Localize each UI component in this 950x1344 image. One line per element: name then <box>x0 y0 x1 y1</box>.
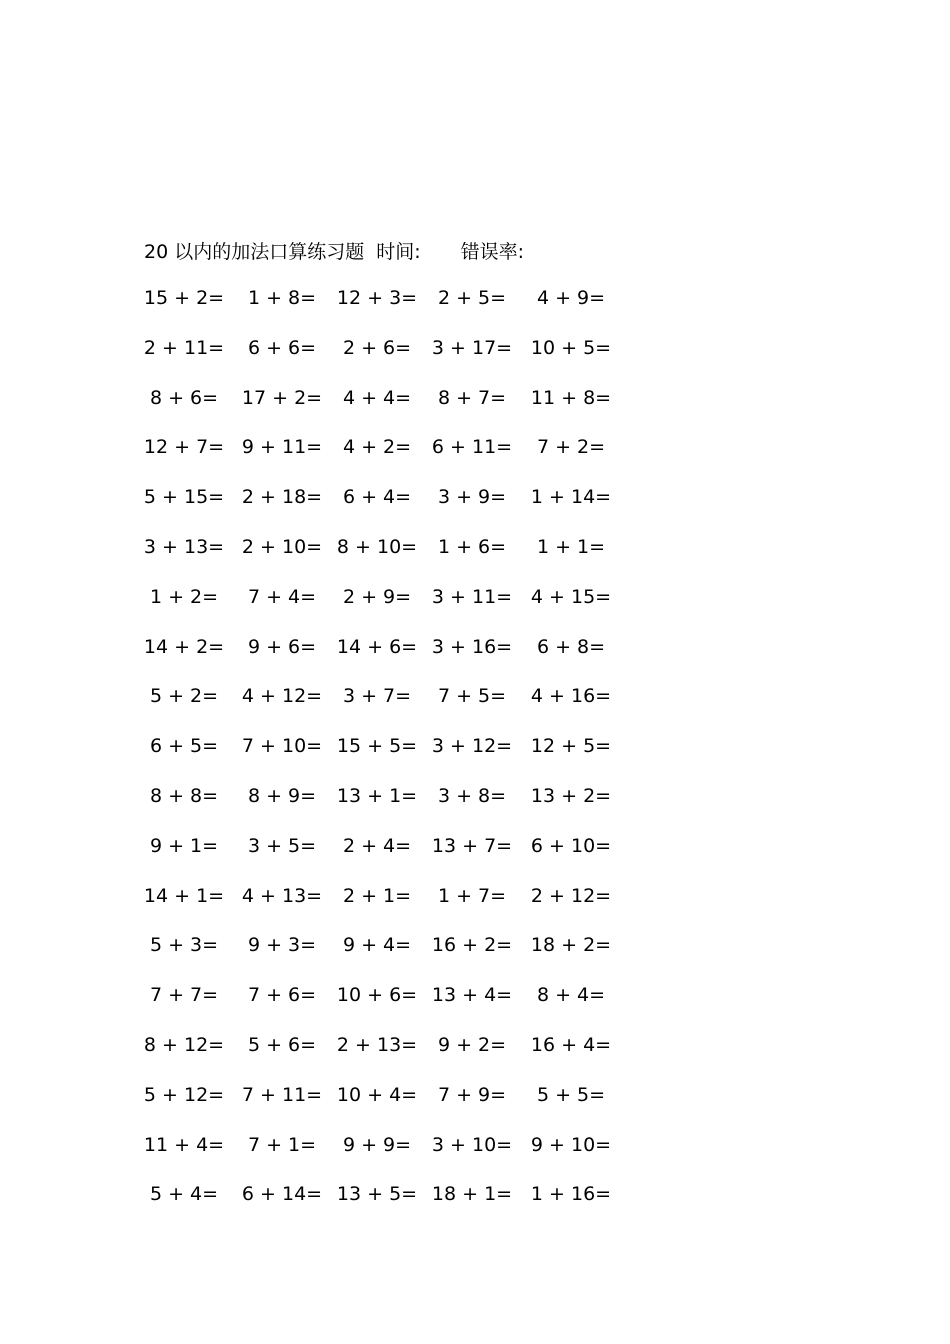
problem-item: 5 + 15= <box>143 486 225 508</box>
problem-item: 2 + 5= <box>437 287 507 309</box>
problem-item: 5 + 3= <box>149 934 219 956</box>
problem-item: 6 + 10= <box>530 835 612 857</box>
problem-item: 7 + 11= <box>241 1084 323 1106</box>
problem-item: 1 + 2= <box>149 586 219 608</box>
problem-item: 11 + 4= <box>143 1134 225 1156</box>
problem-row <box>0 283 950 313</box>
problem-item: 12 + 3= <box>336 287 418 309</box>
problem-item: 1 + 8= <box>247 287 317 309</box>
problem-item: 15 + 5= <box>336 735 418 757</box>
problem-row <box>0 482 950 512</box>
problem-row <box>0 632 950 662</box>
problem-item: 3 + 10= <box>431 1134 513 1156</box>
problem-item: 15 + 2= <box>143 287 225 309</box>
problem-item: 3 + 17= <box>431 337 513 359</box>
problem-item: 3 + 12= <box>431 735 513 757</box>
problem-item: 14 + 6= <box>336 636 418 658</box>
problem-item: 2 + 11= <box>143 337 225 359</box>
problem-item: 17 + 2= <box>241 387 323 409</box>
problem-item: 6 + 11= <box>431 436 513 458</box>
problem-item: 2 + 18= <box>241 486 323 508</box>
problem-row <box>0 1080 950 1110</box>
problem-item: 13 + 5= <box>336 1183 418 1205</box>
problem-item: 8 + 12= <box>143 1034 225 1056</box>
problem-row <box>0 681 950 711</box>
problem-item: 8 + 7= <box>437 387 507 409</box>
problem-item: 8 + 10= <box>336 536 418 558</box>
problem-item: 7 + 5= <box>437 685 507 707</box>
problem-item: 7 + 9= <box>437 1084 507 1106</box>
problem-item: 9 + 10= <box>530 1134 612 1156</box>
problem-item: 5 + 2= <box>149 685 219 707</box>
problem-item: 7 + 10= <box>241 735 323 757</box>
problem-item: 2 + 10= <box>241 536 323 558</box>
problem-item: 13 + 1= <box>336 785 418 807</box>
problem-item: 1 + 1= <box>536 536 606 558</box>
problem-item: 9 + 3= <box>247 934 317 956</box>
problem-item: 13 + 2= <box>530 785 612 807</box>
problem-item: 16 + 4= <box>530 1034 612 1056</box>
problem-item: 7 + 1= <box>247 1134 317 1156</box>
problem-item: 3 + 5= <box>247 835 317 857</box>
problem-item: 16 + 2= <box>431 934 513 956</box>
problem-row <box>0 432 950 462</box>
problem-item: 12 + 5= <box>530 735 612 757</box>
problem-item: 1 + 6= <box>437 536 507 558</box>
problem-item: 8 + 6= <box>149 387 219 409</box>
problem-item: 9 + 2= <box>437 1034 507 1056</box>
problem-item: 5 + 5= <box>536 1084 606 1106</box>
problem-row <box>0 731 950 761</box>
problem-item: 14 + 2= <box>143 636 225 658</box>
problem-row <box>0 831 950 861</box>
problem-item: 2 + 1= <box>342 885 412 907</box>
problem-item: 13 + 7= <box>431 835 513 857</box>
problem-item: 9 + 6= <box>247 636 317 658</box>
problem-item: 1 + 7= <box>437 885 507 907</box>
problem-item: 3 + 16= <box>431 636 513 658</box>
problem-item: 4 + 4= <box>342 387 412 409</box>
problem-item: 12 + 7= <box>143 436 225 458</box>
problem-item: 3 + 11= <box>431 586 513 608</box>
problem-row <box>0 333 950 363</box>
problem-item: 6 + 6= <box>247 337 317 359</box>
problem-item: 3 + 7= <box>342 685 412 707</box>
problem-row <box>0 781 950 811</box>
problem-item: 2 + 6= <box>342 337 412 359</box>
problem-item: 2 + 13= <box>336 1034 418 1056</box>
problem-item: 3 + 13= <box>143 536 225 558</box>
problem-item: 5 + 6= <box>247 1034 317 1056</box>
problem-item: 1 + 16= <box>530 1183 612 1205</box>
problem-item: 4 + 16= <box>530 685 612 707</box>
problem-item: 6 + 8= <box>536 636 606 658</box>
problem-item: 8 + 8= <box>149 785 219 807</box>
problem-item: 2 + 12= <box>530 885 612 907</box>
problem-item: 9 + 11= <box>241 436 323 458</box>
problem-item: 4 + 2= <box>342 436 412 458</box>
problem-item: 5 + 4= <box>149 1183 219 1205</box>
problem-item: 10 + 6= <box>336 984 418 1006</box>
problem-item: 18 + 2= <box>530 934 612 956</box>
problem-item: 6 + 4= <box>342 486 412 508</box>
problem-item: 4 + 15= <box>530 586 612 608</box>
problem-item: 2 + 4= <box>342 835 412 857</box>
problem-item: 1 + 14= <box>530 486 612 508</box>
problem-item: 18 + 1= <box>431 1183 513 1205</box>
problem-item: 8 + 4= <box>536 984 606 1006</box>
problem-item: 13 + 4= <box>431 984 513 1006</box>
problem-row <box>0 980 950 1010</box>
problem-item: 7 + 4= <box>247 586 317 608</box>
problem-item: 2 + 9= <box>342 586 412 608</box>
problem-row <box>0 532 950 562</box>
problem-item: 14 + 1= <box>143 885 225 907</box>
problem-item: 9 + 9= <box>342 1134 412 1156</box>
problem-item: 3 + 8= <box>437 785 507 807</box>
problem-item: 7 + 6= <box>247 984 317 1006</box>
problem-item: 7 + 2= <box>536 436 606 458</box>
problem-item: 9 + 4= <box>342 934 412 956</box>
problem-row <box>0 930 950 960</box>
problem-row <box>0 1030 950 1060</box>
worksheet-title: 20 以内的加法口算练习题 <box>144 240 365 263</box>
problem-item: 8 + 9= <box>247 785 317 807</box>
problem-item: 5 + 12= <box>143 1084 225 1106</box>
time-label: 时间: <box>376 240 421 263</box>
problem-item: 4 + 12= <box>241 685 323 707</box>
problem-row <box>0 1130 950 1160</box>
error-rate-label: 错误率: <box>460 240 525 263</box>
problem-item: 10 + 4= <box>336 1084 418 1106</box>
problem-item: 11 + 8= <box>530 387 612 409</box>
problem-item: 9 + 1= <box>149 835 219 857</box>
problem-row <box>0 383 950 413</box>
problem-item: 6 + 14= <box>241 1183 323 1205</box>
problem-item: 4 + 13= <box>241 885 323 907</box>
problem-row <box>0 881 950 911</box>
problem-item: 4 + 9= <box>536 287 606 309</box>
problem-item: 10 + 5= <box>530 337 612 359</box>
problem-item: 7 + 7= <box>149 984 219 1006</box>
problem-item: 6 + 5= <box>149 735 219 757</box>
problem-item: 3 + 9= <box>437 486 507 508</box>
problem-row <box>0 1179 950 1209</box>
problem-row <box>0 582 950 612</box>
